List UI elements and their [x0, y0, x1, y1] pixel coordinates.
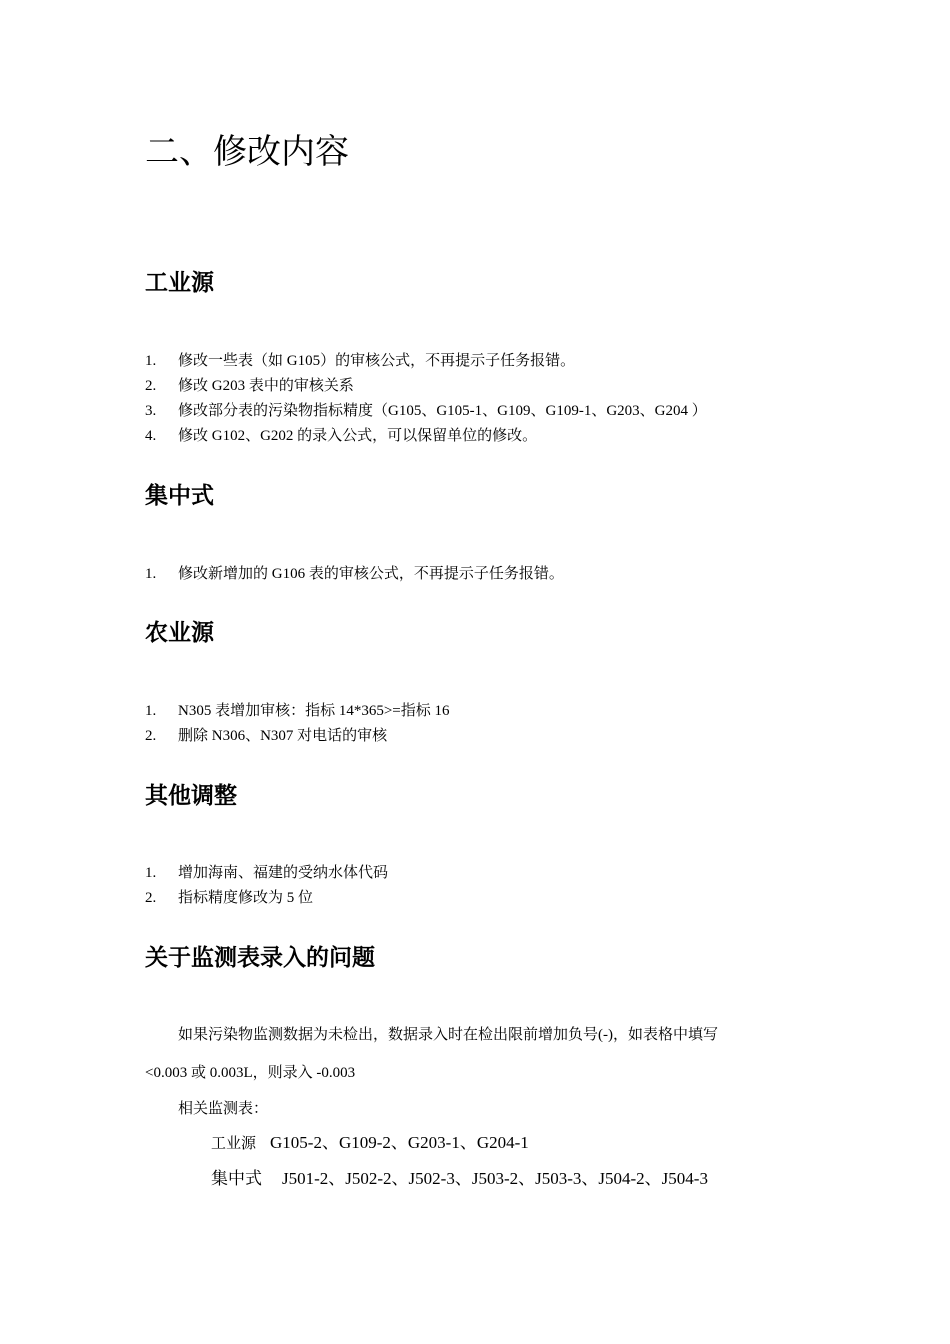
related-tables-list: J501-2、J502-2、J502-3、J503-2、J503-3、J504-2、J504-3	[282, 1169, 708, 1188]
paragraph-line: 如果污染物监测数据为未检出，数据录入时在检出限前增加负号(-)，如表格中填写	[178, 1027, 718, 1043]
list-item-number: 1.	[145, 353, 157, 369]
list-item-number: 3.	[145, 403, 157, 419]
list-item-number: 4.	[145, 428, 157, 444]
page-title: 二、修改内容	[145, 132, 349, 172]
section-heading-centralized: 集中式	[145, 483, 214, 509]
list-item-number: 2.	[145, 890, 157, 906]
list-item-number: 2.	[145, 378, 157, 394]
list-item-number: 1.	[145, 865, 157, 881]
list-item-text: 删除 N306、N307 对电话的审核	[178, 728, 388, 744]
list-item	[145, 700, 450, 722]
list-item-text: 修改 G203 表中的审核关系	[178, 378, 354, 394]
section-heading-other: 其他调整	[145, 783, 237, 809]
list-item	[145, 425, 537, 447]
related-tables-label: 相关监测表：	[178, 1101, 269, 1117]
section-heading-agricultural: 农业源	[145, 620, 214, 646]
related-tables-source: 集中式	[211, 1169, 262, 1188]
list-item-text: 修改新增加的 G106 表的审核公式，不再提示子任务报错。	[178, 566, 564, 582]
list-item-text: 指标精度修改为 5 位	[178, 890, 314, 906]
related-tables-list: G105-2、G109-2、G203-1、G204-1	[270, 1133, 529, 1152]
related-tables-source: 工业源	[211, 1136, 257, 1152]
section-heading-monitoring: 关于监测表录入的问题	[145, 945, 375, 971]
list-item-text: 修改 G102、G202 的录入公式，可以保留单位的修改。	[178, 428, 538, 444]
list-item	[145, 400, 707, 422]
list-item	[145, 350, 575, 372]
list-item	[145, 887, 313, 909]
list-item	[145, 563, 564, 585]
list-item	[145, 862, 388, 884]
list-item-text: N305 表增加审核：指标 14*365>=指标 16	[178, 703, 450, 719]
list-item-number: 2.	[145, 728, 157, 744]
paragraph-line: <0.003 或 0.003L，则录入 -0.003	[145, 1065, 356, 1081]
list-item	[145, 725, 387, 747]
list-item	[145, 375, 354, 397]
section-heading-industrial: 工业源	[145, 270, 214, 296]
list-item-number: 1.	[145, 703, 157, 719]
list-item-number: 1.	[145, 566, 157, 582]
list-item-text: 修改部分表的污染物指标精度（G105、G105-1、G109、G109-1、G203、G204 ）	[178, 403, 707, 419]
list-item-text: 修改一些表（如 G105）的审核公式，不再提示子任务报错。	[178, 353, 576, 369]
related-tables-row	[211, 1167, 708, 1191]
list-item-text: 增加海南、福建的受纳水体代码	[178, 865, 389, 881]
related-tables-row	[211, 1131, 529, 1156]
